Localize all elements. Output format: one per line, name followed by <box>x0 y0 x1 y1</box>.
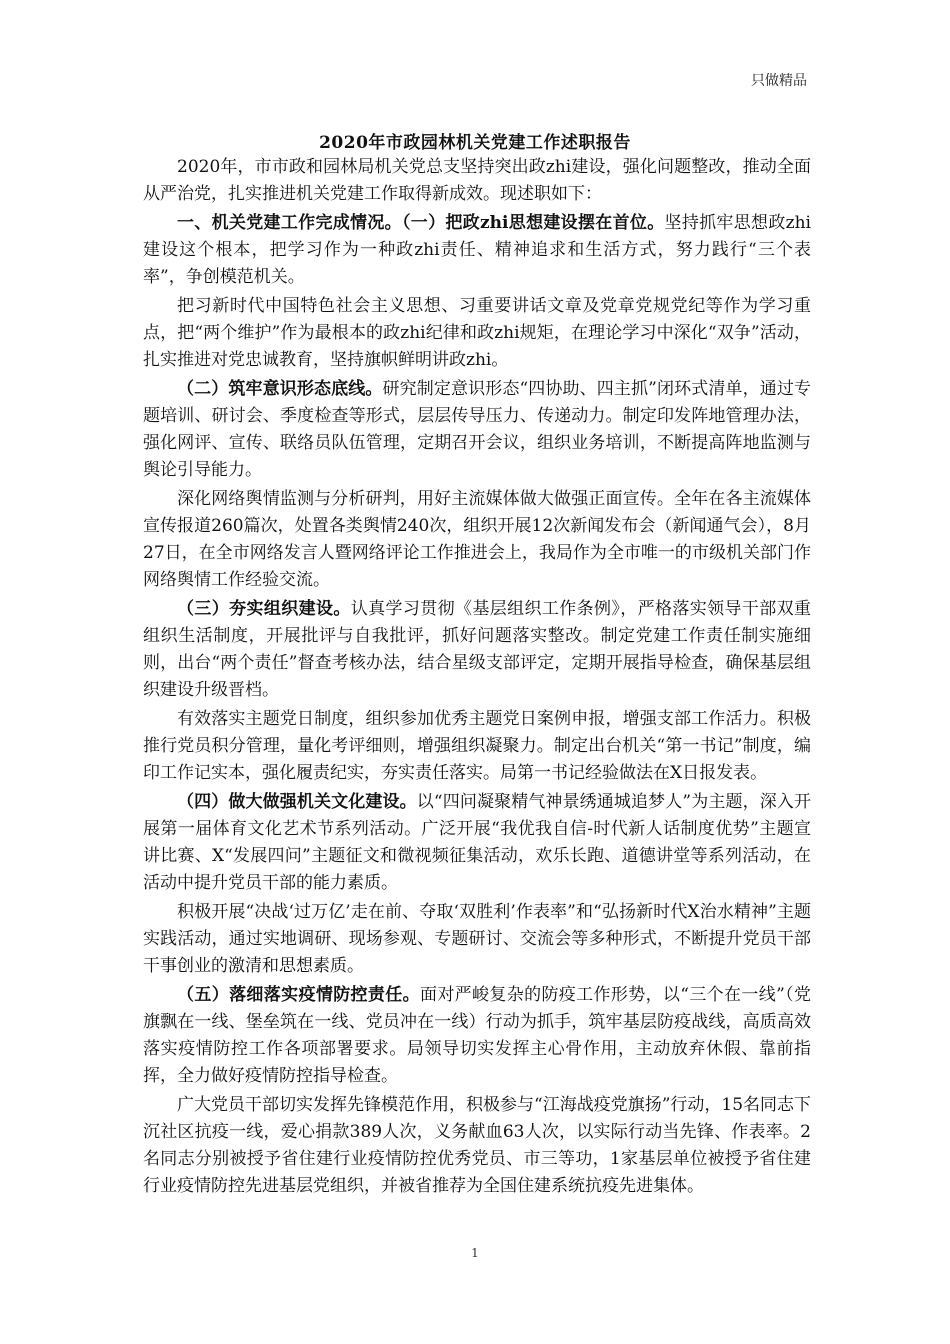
paragraph <box>143 293 811 374</box>
paragraph-text: 坚持抓牢思想政zhi建设这个根本，把学习作为一种政zhi责任、精神追求和生活方式，努力践行“三个表率”，争创模范机关。 <box>143 213 811 287</box>
paragraph <box>143 486 811 594</box>
document-title: 2020年市政园林机关党建工作述职报告 <box>319 133 631 153</box>
paragraph <box>143 899 811 980</box>
paragraph-heading: （四）做大做强机关文化建设。 <box>177 792 417 812</box>
header-note: 只做精品 <box>751 73 807 89</box>
paragraph <box>143 1092 811 1200</box>
paragraph-text: 积极开展“决战‘过万亿’走在前、夺取‘双胜利’作表率”和“弘扬新时代X治水精神”主题实践活动，通过实地调研、现场参观、专题研讨、交流会等多种形式，不断提升党员干部干事创业的激清和思想素质。 <box>143 902 811 976</box>
paragraph-text: 广大党员干部切实发挥先锋模范作用，积极参与“江海战疫党旗扬”行动，15名同志下沉社区抗疫一线，爱心捐款389人次，义务献血63人次，以实际行动当先锋、作表率。2名同志分别被授予省住建行业疫情防控优秀党员、市三等功，1家基层单位被授予省住建行业疫情防控先进基层党组织，并被省推荐为全国住建系统抗疫先进集体。 <box>143 1095 812 1196</box>
paragraph-heading: （二）筑牢意识形态底线。 <box>177 379 383 399</box>
paragraph-heading: （三）夯实组织建设。 <box>177 599 351 619</box>
paragraph <box>143 376 811 484</box>
paragraph-text: 面对严峻复杂的防疫工作形势，以“三个在一线”（党旗飘在一线、堡垒筑在一线、党员冲在一线）行动为抓手，筑牢基层防疫战线，高质高效落实疫情防控工作各项部署要求。局领导切实发挥主心骨作用，主动放弃休假、靠前指挥，全力做好疫情防控指导检查。 <box>143 985 811 1086</box>
paragraph-text: 深化网络舆情监测与分析研判，用好主流媒体做大做强正面宣传。全年在各主流媒体宣传报道260篇次，处置各类舆情240次，组织开展12次新闻发布会（新闻通气会），8月27日，在全市网络发言人暨网络评论工作推进会上，我局作为全市唯一的市级机关部门作网络舆情工作经验交流。 <box>143 489 811 590</box>
paragraph-text: 有效落实主题党日制度，组织参加优秀主题党日案例申报，增强支部工作活力。积极推行党员积分管理，量化考评细则，增强组织凝聚力。制定出台机关“第一书记”制度，编印工作记实本，强化履责纪实，夯实责任落实。局第一书记经验做法在X日报发表。 <box>143 709 811 783</box>
paragraph-heading: （五）落细落实疫情防控责任。 <box>177 985 420 1005</box>
paragraph-text: 把习新时代中国特色社会主义思想、习重要讲话文章及党章党规党纪等作为学习重点，把“两个维护”作为最根本的政zhi纪律和政zhi规矩，在理论学习中深化“双争”活动，扎实推进对党忠诚教育，坚持旗帜鲜明讲政zhi。 <box>143 296 811 370</box>
document-body <box>143 154 811 1202</box>
paragraph-text: 2020年，市市政和园林局机关党总支坚持突出政zhi建设，强化问题整改，推动全面从严治党，扎实推进机关党建工作取得新成效。现述职如下： <box>143 157 811 204</box>
paragraph <box>143 789 811 897</box>
paragraph <box>143 210 811 291</box>
paragraph <box>143 706 811 787</box>
paragraph <box>143 154 811 208</box>
paragraph-text: 研究制定意识形态“四协助、四主抓”闭环式清单，通过专题培训、研讨会、季度检查等形式，层层传导压力、传递动力。制定印发阵地管理办法，强化网评、宣传、联络员队伍管理，定期召开会议，组织业务培训，不断提高阵地监测与舆论引导能力。 <box>143 379 811 480</box>
paragraph-text: 认真学习贯彻《基层组织工作条例》，严格落实领导干部双重组织生活制度，开展批评与自我批评，抓好问题落实整改。制定党建工作责任制实施细则，出台“两个责任”督查考核办法，结合星级支部评定，定期开展指导检查，确保基层组织建设升级晋档。 <box>143 599 811 700</box>
page-number: 1 <box>471 1246 479 1260</box>
paragraph <box>143 596 811 704</box>
paragraph <box>143 982 811 1090</box>
paragraph-text: 以“四问凝聚精气神景绣通城追梦人”为主题，深入开展第一届体育文化艺术节系列活动。广泛开展“我优我自信-时代新人话制度优势”主题宣讲比赛、X“发展四问”主题征文和微视频征集活动，欢乐长跑、道德讲堂等系列活动，在活动中提升党员干部的能力素质。 <box>143 792 811 893</box>
paragraph-heading: 一、机关党建工作完成情况。（一）把政zhi思想建设摆在首位。 <box>177 213 665 233</box>
